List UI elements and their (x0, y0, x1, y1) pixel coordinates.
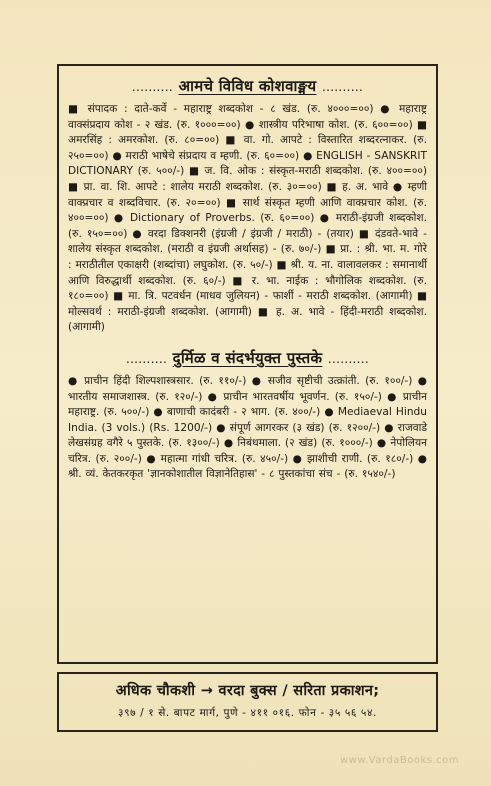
list-item: ● भारतीय समाजशास्त्र. (रु. १२०/-) (68, 374, 428, 403)
catalog-frame (57, 64, 438, 664)
list-item: ● प्राचीन हिंदी शिल्पशास्त्रसार. (रु. ११०/-) (68, 374, 247, 387)
list-item: ■ संपादक : दाते-कर्वे - महाराष्ट्र शब्दकोश - ८ खंड. (रु. ४०००=००) (68, 103, 374, 115)
list-item: ■ मा. त्रि. पटवर्धन (माधव जुलियन) - फार्शी - मराठी शब्दकोश. (आगामी) (113, 290, 413, 303)
watermark: www.VardaBooks.com (340, 755, 460, 766)
list-item: ● महात्मा गांधी चरित्र. (रु. ४५०/-) (146, 452, 289, 465)
list-item: ■ ह. अ. भावे ● म्हणी वाक्प्रचार व शब्दविचार. (रु. २०=००) (68, 180, 427, 209)
section-title: आमचे विविध कोशवाङ्मय (178, 77, 317, 95)
section-heading-rare-books (68, 348, 427, 368)
list-item: ● मराठी-इंग्रजी शब्दकोश. (रु. १५०=००) (68, 212, 427, 240)
list-item: ● महाराष्ट्र वाक्संप्रदाय कोश - २ खंड. (रु. १०००=००) (68, 103, 427, 131)
list-item: ● राजवाडे लेखसंग्रह वगैरे ५ पुस्तके. (रु. १३००/-) (68, 421, 428, 450)
section-title: दुर्मिळ व संदर्भयुक्त पुस्तके (172, 348, 323, 367)
list-item: ● श्री. व्यं. केतकरकृत 'ज्ञानकोशातील विज्ञानेतिहास' - ८ पुस्तकांचा संच - (रु. १५४०/-) (68, 452, 428, 481)
list-item: ■ सार्थ संस्कृत म्हणी आणि वाक्प्रचार कोश. (रु. ४००=००) (68, 196, 427, 225)
list-item: ● झाशीची राणी. (रु. १८०/-) (292, 452, 414, 465)
list-item: ■ मोल्सवर्थ : मराठी-इंग्रजी शब्दकोश. (आगामी) (68, 290, 427, 318)
list-item: ● प्राचीन महाराष्ट्र. (रु. ५००/-) (68, 390, 428, 419)
dictionary-list (68, 102, 427, 336)
list-item: ■ ज. वि. ओक : संस्कृत-मराठी शब्दकोश. (रु. ४००=००) (188, 165, 427, 178)
list-item: ● ENGLISH - SANSKRIT DICTIONARY (रु. ५००/-) (68, 149, 428, 178)
list-item: ● निबंधमाला. (२ खंड) (रु. १०००/-) (223, 437, 373, 450)
list-item: ■ प्रा. वा. शि. आपटे : शालेय मराठी शब्दकोश. (रु. ३०=००) (68, 180, 322, 193)
contact-box (57, 672, 438, 732)
list-item: ● नेपोलियन चरित्र. (रु. २००/-) (68, 437, 428, 465)
heading-dots-right: .......... (321, 80, 364, 94)
list-item: ■ वा. गो. आपटे : विस्तारित शब्दरत्नाकर. (रु. २५०=००) (68, 134, 427, 162)
list-item: ■ र. भा. नाईक : भौगोलिक शब्दकोश. (रु. १८०=००) (68, 274, 427, 303)
list-item: ● संपूर्ण आगरकर (३ खंड) (रु. १२००/-) (216, 421, 381, 434)
heading-dots-left: .......... (125, 351, 168, 366)
section-heading-dictionaries (68, 76, 427, 96)
list-item: ● मराठी भाषेचे संप्रदाय व म्हणी. (रु. ६०=००) (112, 149, 300, 162)
list-item: ● Dictionary of Proverbs. (रु. ६०=००) (113, 212, 315, 225)
list-item: ■ ह. अ. भावे - हिंदी-मराठी शब्दकोश. (आगामी) (68, 305, 428, 334)
address-line: ३९७ / १ से. बापट मार्ग, पुणे - ४११ ०१६. फोन - ३५ ५६ ५४. (118, 707, 377, 719)
list-item: ● सजीव सृष्टीची उत्क्रांती. (रु. १००/-) (251, 374, 413, 387)
list-item: ● बाणाची कादंबरी - २ भाग. (रु. ४००/-) (153, 406, 321, 419)
list-item: ● प्राचीन भारतवर्षीय भूवर्णन. (रु. १५०/-) (207, 390, 382, 403)
heading-dots-right: .......... (327, 351, 370, 366)
list-item: ■ दंडवते-भावे - शालेय संस्कृत शब्दकोश. (मराठी व इंग्रजी अर्थासह) - (रु. ७०/-) (68, 227, 427, 256)
list-item: ● वरदा डिक्शनरी (इंग्रजी / इंग्रजी / मराठी) - (तयार) (132, 227, 354, 240)
list-item: ● शास्त्रीय परिभाषा कोश. (रु. ६००=००) (244, 118, 413, 131)
heading-dots-left: .......... (131, 80, 174, 94)
enquiry-line: अधिक चौकशी → वरदा बुक्स / सरिता प्रकाशन; (115, 683, 380, 699)
rare-books-list (68, 374, 427, 483)
list-item: ■ प्रा. : श्री. भा. म. गोरे : मराठीतील एकाक्षरी (शब्दांचा) लघुकोश. (रु. ५०/-) (68, 243, 428, 271)
list-item: ■ श्री. य. ना. वालावलकर : समानार्थी आणि विरुद्धार्थी शब्दकोश. (रु. ६०/-) (68, 258, 428, 287)
list-item: ● Mediaeval Hindu India. (3 vols.) (Rs. 1200/-) (68, 406, 427, 434)
list-item: ■ अमरसिंह : अमरकोश. (रु. ८०=००) (68, 118, 428, 147)
